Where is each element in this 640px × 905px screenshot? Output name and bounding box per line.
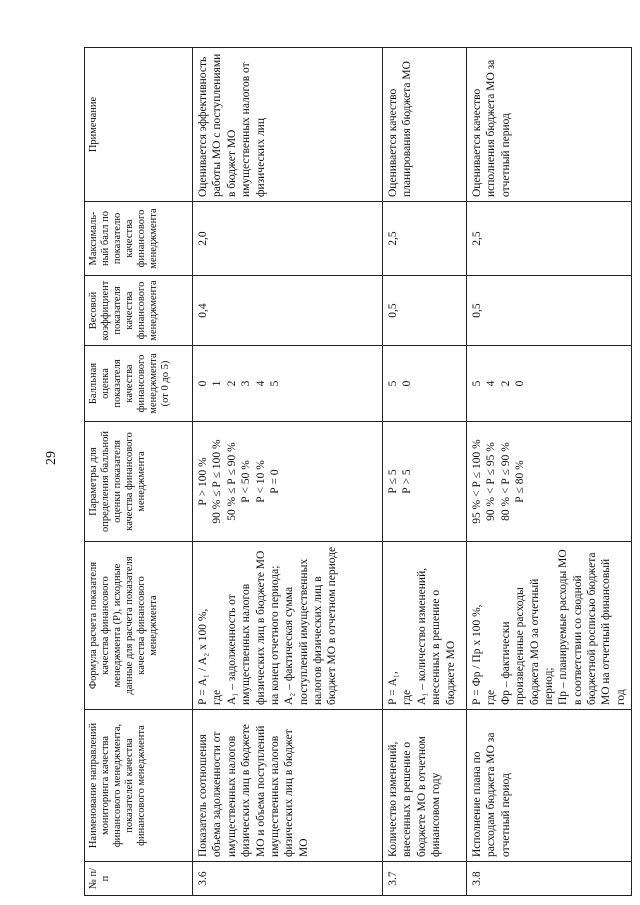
header-params: Параметры для определения балльной оценки показателя качества финансового менеджмента	[85, 422, 193, 542]
indicator-scores	[383, 346, 467, 422]
indicator-formula	[383, 542, 467, 710]
indicator-params	[193, 422, 383, 542]
formula-line: Фр – фактически произведенные расходы бюджета МО за отчетный период;	[499, 578, 555, 705]
formula-line: Р = Фр / Пр х 100 %,	[471, 604, 483, 705]
header-name: Наименование направлений мониторинга качества финансового менеджмента, показателей качества финансового менеджмента	[85, 710, 193, 862]
param-line: 50 % ≤ Р ≤ 90 %	[225, 442, 238, 521]
param-line: Р > 100 %	[197, 457, 209, 506]
rotated-table-container	[84, 48, 627, 896]
header-num: № п/п	[85, 862, 193, 896]
formula-line: Пр – планируемые расходы МО в соответствии со сводной бюджетной росписью бюджета МО на отчетный финансовый год	[557, 549, 627, 705]
indicator-weight: 0,5	[467, 276, 632, 346]
header-maxscore: Максималь-ный балл по показателю качества финансового менеджмента	[85, 202, 193, 276]
indicator-weight: 0,4	[193, 276, 383, 346]
indicator-name: Показатель соотношения объема задолженности от имущественных налогов физических лиц в бюджете МО и объема поступлений имущественных налогов физических лиц в бюджет МО	[193, 710, 383, 862]
row-number: 3.8	[467, 862, 632, 896]
formula-line: где	[401, 689, 414, 705]
param-line: 80 % < Р ≤ 90 %	[499, 442, 512, 521]
table-row	[383, 48, 467, 896]
indicator-max-score: 2,0	[193, 202, 383, 276]
table-row	[467, 48, 632, 896]
indicator-max-score: 2,5	[383, 202, 467, 276]
indicator-weight: 0,5	[383, 276, 467, 346]
header-note: Примечание	[85, 48, 193, 202]
header-score: Балльная оценка показателя качества финансового менеджмента (от 0 до 5)	[85, 346, 193, 422]
page-number: 29	[44, 451, 59, 465]
score-line: 4	[485, 380, 498, 387]
formula-line: где	[211, 689, 224, 705]
score-line: 4	[254, 380, 267, 387]
indicator-note: Оценивается качество исполнения бюджета МО за отчетный период	[467, 48, 632, 202]
row-number: 3.6	[193, 862, 383, 896]
indicator-scores	[467, 346, 632, 422]
param-line: Р ≤ 80 %	[514, 460, 527, 503]
indicator-name: Количество изменений, внесенных в решение о бюджете МО в отчетном финансовом году	[383, 710, 467, 862]
indicator-formula	[467, 542, 632, 710]
param-line: Р < 10 %	[254, 460, 267, 503]
formula-line: А₁ – задолженность от имущественных налогов физических лиц в бюджете МО на конец отчетного периода;	[225, 550, 281, 705]
param-line: Р ≤ 5	[387, 469, 399, 494]
indicator-name: Исполнение плана по расходам бюджета МО за отчетный период	[467, 710, 632, 862]
formula-line: А₁ – количество изменений, внесенных в решение о бюджете МО	[415, 567, 457, 705]
param-line: 95 % < Р ≤ 100 %	[471, 439, 483, 524]
header-formula: Формула расчета показателя качества финансового менеджмента (Р), исходные данные для расчета показателя качества финансового менеджмента	[85, 542, 193, 710]
param-line: 90 % < Р ≤ 95 %	[485, 442, 498, 521]
score-line: 1	[211, 380, 224, 387]
header-weight: Весовой коэффициент показателя качества финансового менеджмента	[85, 276, 193, 346]
formula-line: А₂ – фактическая сумма поступлений имущественных налогов физических лиц в бюджет МО в отчетном периоде	[283, 546, 339, 705]
quality-indicators-table	[84, 47, 632, 896]
indicator-params	[383, 422, 467, 542]
formula-line: Р = А₁ / А₂ х 100 %,	[197, 608, 209, 705]
score-line: 5	[268, 380, 281, 387]
param-line: Р < 50 %	[240, 460, 253, 503]
formula-line: Р = А₁,	[387, 671, 399, 705]
score-line: 5	[387, 380, 399, 387]
indicator-note: Оценивается качество планирования бюджета МО	[383, 48, 467, 202]
table-header-row	[85, 48, 193, 896]
indicator-params	[467, 422, 632, 542]
score-line: 5	[471, 380, 483, 387]
score-line: 0	[514, 380, 527, 387]
score-line: 0	[197, 380, 209, 387]
score-line: 3	[240, 380, 253, 387]
score-line: 2	[225, 380, 238, 387]
score-line: 0	[401, 380, 414, 387]
score-line: 2	[499, 380, 512, 387]
param-line: Р > 5	[401, 469, 414, 494]
row-number: 3.7	[383, 862, 467, 896]
indicator-formula	[193, 542, 383, 710]
param-line: Р = 0	[268, 469, 281, 494]
indicator-scores	[193, 346, 383, 422]
indicator-note: Оценивается эффективность работы МО с поступлениями в бюджет МО имущественных налогов от физических лиц	[193, 48, 383, 202]
param-line: 90 % ≤ Р ≤ 100 %	[211, 439, 224, 524]
formula-line: где	[485, 689, 498, 705]
table-row	[193, 48, 383, 896]
indicator-max-score: 2,5	[467, 202, 632, 276]
